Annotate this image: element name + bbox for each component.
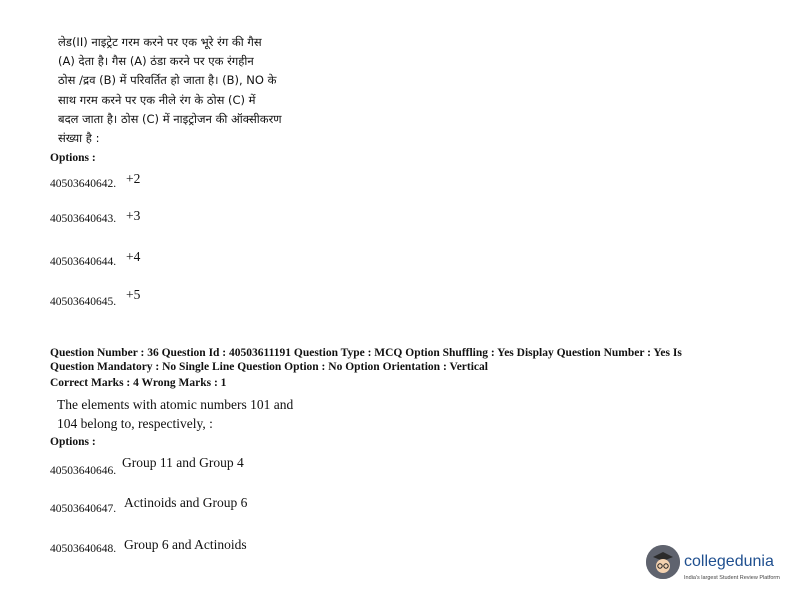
hindi-question-line-2: (A) देता है। गैस (A) ठंडा करने पर एक रंगहीन bbox=[58, 54, 254, 68]
option-value[interactable]: +3 bbox=[126, 208, 141, 223]
option-value[interactable]: Group 6 and Actinoids bbox=[124, 537, 247, 552]
question-text-line-1: The elements with atomic numbers 101 and bbox=[57, 397, 294, 412]
brand-name: collegedunia bbox=[684, 553, 774, 570]
hindi-question-line-3: ठोस /द्रव (B) में परिवर्तित हो जाता है। (B), NO के bbox=[58, 73, 277, 87]
option-value[interactable]: Actinoids and Group 6 bbox=[124, 495, 248, 510]
option-id: 40503640644. bbox=[50, 256, 117, 268]
hindi-question-line-1: लेड(II) नाइट्रेट गरम करने पर एक भूरे रंग की गैस bbox=[58, 35, 262, 49]
option-value[interactable]: +2 bbox=[126, 171, 141, 186]
question-meta-line-2: Question Mandatory : No Single Line Question Option : No Option Orientation : Vertical bbox=[50, 361, 488, 373]
option-id: 40503640646. bbox=[50, 465, 117, 477]
hindi-question-line-4: साथ गरम करने पर एक नीले रंग के ठोस (C) में bbox=[58, 93, 256, 107]
option-id: 40503640645. bbox=[50, 296, 117, 308]
option-value[interactable]: +5 bbox=[126, 287, 141, 302]
option-id: 40503640648. bbox=[50, 543, 117, 555]
hindi-question-line-5: बदल जाता है। ठोस (C) में नाइट्रोजन की ऑक्सीकरण bbox=[58, 112, 282, 126]
question-marks: Correct Marks : 4 Wrong Marks : 1 bbox=[50, 377, 227, 389]
option-id: 40503640647. bbox=[50, 503, 117, 515]
options-label: Options : bbox=[50, 152, 96, 164]
option-id: 40503640642. bbox=[50, 178, 117, 190]
brand-tagline: India's largest Student Review Platform bbox=[684, 575, 780, 581]
option-id: 40503640643. bbox=[50, 213, 117, 225]
options-label: Options : bbox=[50, 436, 96, 448]
option-value[interactable]: +4 bbox=[126, 249, 141, 264]
collegedunia-logo-icon bbox=[646, 545, 680, 579]
hindi-question-line-6: संख्या है : bbox=[58, 131, 100, 145]
option-value[interactable]: Group 11 and Group 4 bbox=[122, 455, 244, 470]
question-text-line-2: 104 belong to, respectively, : bbox=[57, 416, 213, 431]
question-meta-line-1: Question Number : 36 Question Id : 40503611191 Question Type : MCQ Option Shuffling : Yes Display Question Number : Yes Is bbox=[50, 347, 682, 359]
